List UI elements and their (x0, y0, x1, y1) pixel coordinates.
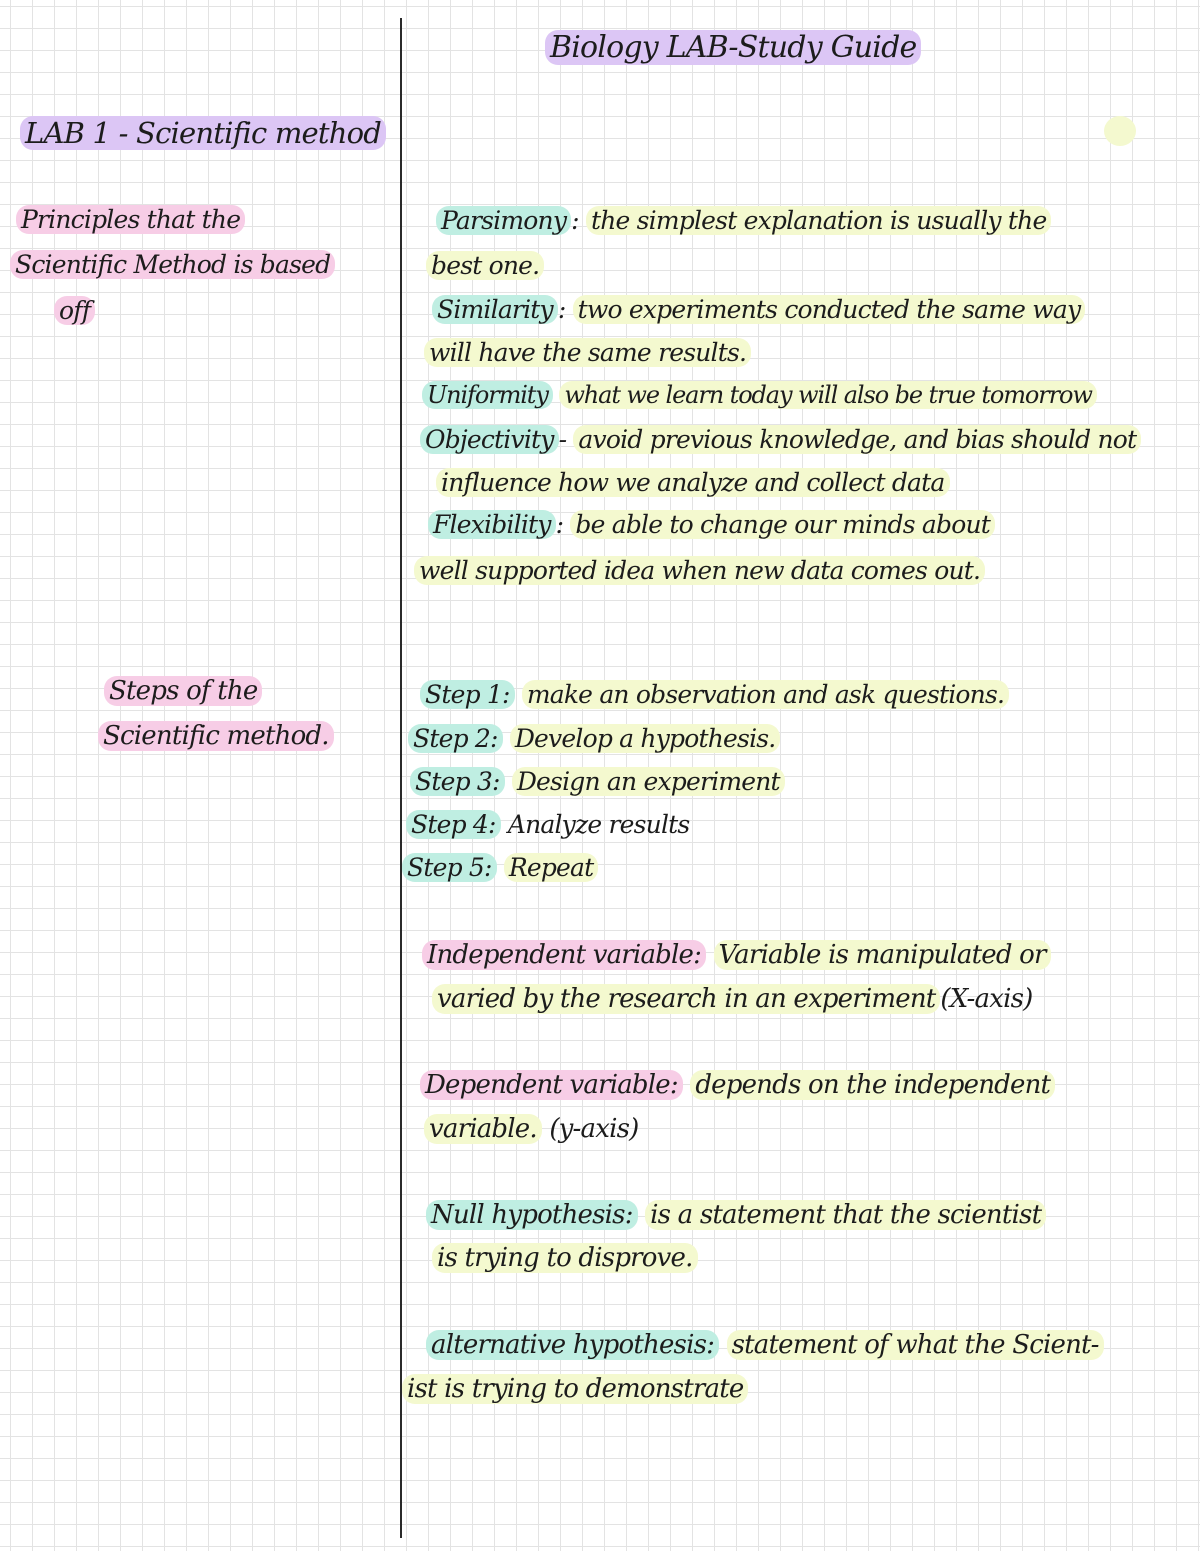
lab-heading: LAB 1 - Scientific method (20, 118, 386, 148)
step-item: Step 4: Analyze results (406, 810, 689, 840)
step-item: Step 2: Develop a hypothesis. (408, 724, 780, 754)
step-item: Step 5: Repeat (402, 853, 598, 883)
step-item: Step 3: Design an experiment (410, 767, 785, 797)
yellow-dot-mark (1104, 116, 1136, 146)
notebook-page: Biology LAB-Study Guide LAB 1 - Scientific method Principles that the Scientific Method is based off Steps of the Scientific method. Parsimony : the simplest explanation is usually the best one. Similarity : two experiments conducted the same way will have the same results. Uniformity what we learn today will also be true tomorrow Objectivity - avoid previous knowledge, and bias should not influence how we analyze and collect data Flexibility : be able to change our minds about well supported idea when new data comes out. Step 1: make an observation and ask questions. Step 2: Develop a hypothesis. Step 3: Design an experiment Step 4: Analyze results Step 5: Repeat Independent variable: Variable is manipulated or varied by the research in an experiment (X-axis) Dependent variable: depends on the independent variable. (y-axis) Null hypothesis: is a statement that the scientist is trying to disprove. alternative hypothesis: statement of what the Scient- ist is trying to demonstrate (0, 0, 1200, 1551)
page-divider-line (400, 18, 402, 1538)
page-title: Biology LAB-Study Guide (545, 33, 921, 63)
step-item: Step 1: make an observation and ask questions. (420, 680, 1009, 710)
